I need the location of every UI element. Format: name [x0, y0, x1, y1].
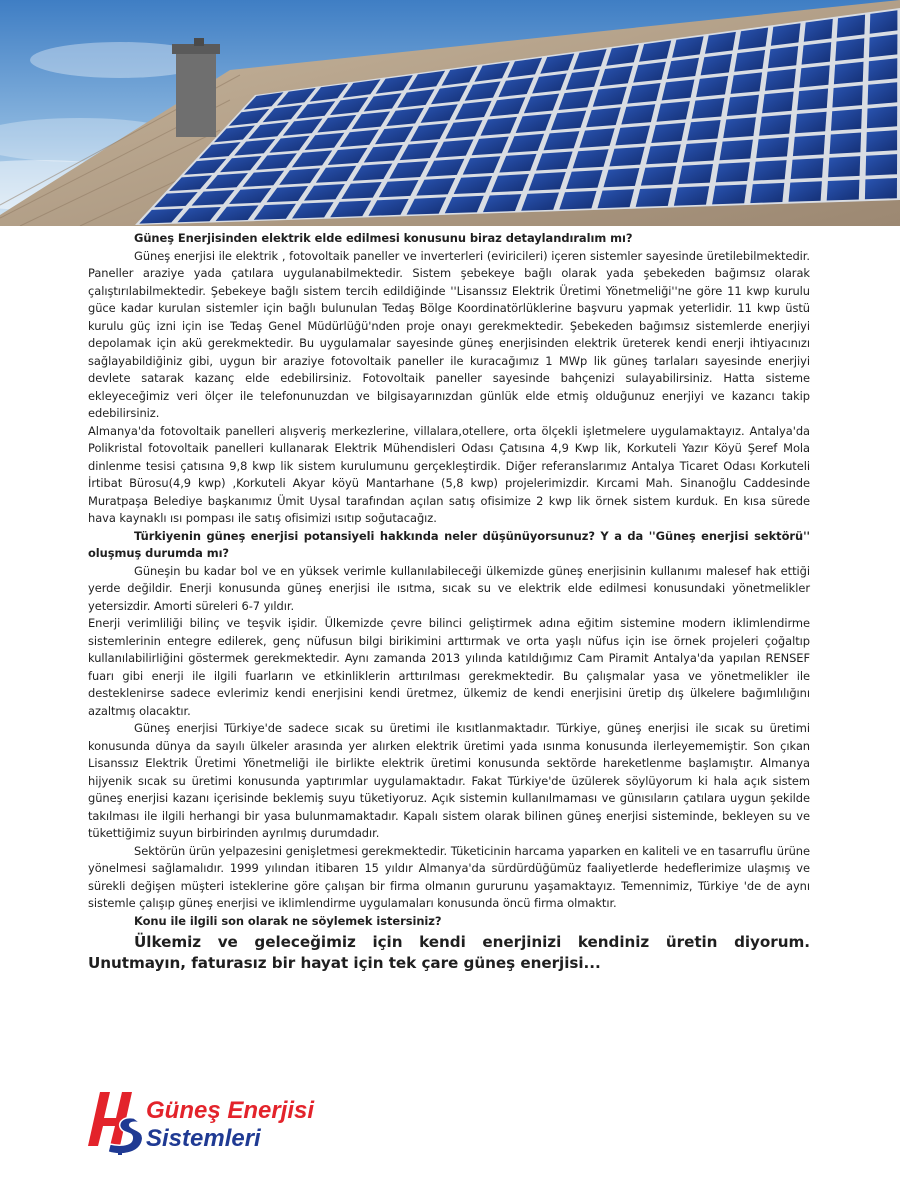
solar-panel-cell: [830, 133, 862, 155]
closing-statement: Ülkemiz ve geleceğimiz için kendi enerjinizi kendiniz üretin diyorum. Unutmayın, faturasız bir hayat için tek çare güneş enerjisi...: [88, 933, 810, 972]
solar-panel-cell: [646, 144, 681, 164]
interview-article: [88, 230, 810, 974]
solar-panel-cell: [651, 123, 685, 143]
solar-panel-cell: [765, 69, 796, 91]
solar-panel-cell: [834, 62, 864, 85]
solar-panel-cell: [701, 54, 733, 76]
solar-roof-illustration: [0, 0, 900, 226]
solar-panel-cell: [696, 76, 728, 97]
solar-panel-cell: [750, 183, 784, 203]
solar-panel-cell: [662, 80, 695, 101]
solar-panel-cell: [609, 147, 644, 167]
solar-panel-cell: [868, 82, 898, 105]
solar-panel-cell: [731, 72, 763, 94]
solar-panel-cell: [712, 185, 747, 205]
solar-panel-cell: [831, 109, 862, 131]
solar-panel-cell: [828, 156, 860, 177]
solar-panel-cell: [683, 142, 717, 162]
solar-panel-cell: [832, 85, 862, 107]
answer-2-paragraph-2: Enerji verimliliği bilinç ve teşvik işidir. Ülkemizde çevre bilinci geliştirmek adına eğitim sistemine modern iklimlendirme sistemlerinin entegre edilerek, genç nüfusun bilgi birikimini arttırmak ve orta yaşlı nüfus için ise örnek projeleri çoğaltıp kullanılabilirliğini göstermek gerekmektedir. Aynı zamanda 2013 yılında katıldığımız Cam Piramit Antalya'da yapılan RENSEF fuarı gibi enerji ile ilgili fuarların ve etkinliklerin arttırılması gerekmektedir. Bu çalışmalar yasa ve yönetmelikler ile desteklenirse sadece evlerimiz kendi enerjisini kendi üretmez, ülkemiz de kendi enerjisini üretip dış ülkelere bağımlılığını azaltmış olacaktır.: [88, 616, 810, 718]
solar-panel-cell: [827, 180, 860, 201]
solar-panel-cell: [865, 178, 897, 199]
answer-2-paragraph-4: Sektörün ürün yelpazesini genişletmesi gerekmektedir. Tüketicinin harcama yaparken en kaliteli ve en tasarruflu ürüne yönelmesi sağlamalıdır. 1999 yılından itibaren 15 yıldır Almanya'da sürdürdüğümüz faaliyetlerde hedeflerimize ulaşmış ve sürekli değişen müşteri isteklerine göre çalışan bir firma olmanın gururunu yaşamaktayız. Temennimiz, Türkiye 'de de aynı sistemle çalışıp güneş enerjisi ve iklimlendirme uygulamaları konusunda öncü firma olmaktır.: [88, 843, 810, 910]
solar-panel-cell: [799, 65, 829, 87]
solar-panel-cell: [866, 130, 897, 152]
solar-panel-cell: [657, 101, 690, 122]
solar-panel-cell: [627, 83, 660, 104]
solar-panel-cell: [793, 135, 825, 156]
solar-panel-cell: [604, 168, 640, 187]
solar-panel-cell: [867, 106, 897, 128]
question-2: Türkiyenin güneş enerjisi potansiyeli hakkında neler düşünüyorsunuz? Y a da ''Güneş enerjisi sektörü'' oluşmuş durumda mı?: [88, 528, 810, 560]
solar-panel-cell: [692, 98, 725, 119]
solar-panel-cell: [573, 149, 609, 168]
solar-panel-cell: [636, 188, 672, 207]
solar-panel-cell: [734, 50, 765, 72]
solar-panel-cell: [789, 181, 822, 202]
solar-panel-cell: [870, 10, 898, 34]
solar-panel-cell: [687, 120, 720, 141]
solar-panel-cell: [837, 15, 865, 38]
question-3: Konu ile ilgili son olarak ne söylemek istersiniz?: [134, 913, 442, 928]
solar-panel-cell: [674, 186, 709, 206]
solar-panel-cell: [621, 104, 655, 124]
solar-panel-cell: [866, 154, 898, 176]
solar-panel-cell: [835, 38, 864, 61]
solar-panel-cell: [804, 19, 833, 42]
solar-panel-cell: [869, 34, 897, 57]
logo-graphic: [88, 1088, 378, 1158]
solar-panel-cell: [795, 112, 827, 134]
solar-panel-cell: [797, 89, 828, 111]
solar-panel-cell: [762, 92, 794, 114]
logo-line-1: Güneş Enerjisi: [146, 1097, 315, 1124]
solar-panel-cell: [768, 46, 798, 68]
solar-panel-cell: [615, 126, 650, 146]
company-logo: [88, 1088, 378, 1158]
solar-panel-cell: [727, 95, 759, 116]
solar-panel-cell: [791, 158, 824, 179]
solar-panel-cell: [566, 170, 603, 189]
solar-panel-cell: [716, 162, 750, 182]
solar-panel-cell: [759, 114, 791, 135]
answer-2-paragraph-1: Güneşin bu kadar bol ve en yüksek verimle kullanılabileceği ülkemizde güneş enerjisinin kullanımı malesef hak ettiği yerde değildir. Enerji konusunda güneş enerjisi ile ısıtma, sıcak su ve elektrik elde edilmesi konusundaki yönetmelikler yetersizdir. Amorti süreleri 6-7 yıldır.: [88, 563, 810, 613]
solar-panel-cell: [802, 42, 832, 65]
solar-panel-cell: [753, 160, 786, 181]
solar-panel-cell: [559, 191, 596, 210]
logo-line-2: Sistemleri: [146, 1125, 261, 1152]
solar-panel-cell: [678, 164, 713, 184]
solar-panel-cell: [723, 117, 756, 138]
answer-1-paragraph-2: Almanya'da fotovoltaik panelleri alışveriş merkezlerine, villalara,otellere, orta ölçekli işletmelere uygulamaktayız. Antalya'da Polikristal fotovoltaik panelleri kullanarak Elektrik Mühendisleri Odası Çatısına 4,9 Kwp lik, Korkuteli Yazır Köyü Şeref Mola dinlenme tesisi çatısına 9,8 kwp lik sistem kurulumunu gerçekleştirdik. Diğer referanslarımız Antalya Ticaret Odası Korkuteli İrtibat Bürosu(4,9 kwp) ,Korkuteli Akyar köyü Mantarhane (5,8 kwp) projelerimizdir. Kırcami Mah. Sinanoğlu Caddesinde Muratpaşa Belediye başkanımız Ümit Uysal tarafından açılan satış ofisimize 2 kwp lik örnek sistem kurduk. En kısa sürede hava kaynaklı ısı pompası ile satış ofisimizi ısıtıp soğutacağız.: [88, 423, 810, 525]
question-1: Güneş Enerjisinden elektrik elde edilmesi konusunu biraz detaylandıralım mı?: [134, 231, 633, 245]
solar-panel-cell: [641, 166, 676, 186]
hs-monogram-icon: [88, 1092, 143, 1155]
answer-2-paragraph-3: Güneş enerjisi Türkiye'de sadece sıcak su üretimi ile kısıtlanmaktadır. Türkiye, güneş enerjisi ile sıcak su üretimi konusunda dünya da sayılı ülkeler arasında yer alırken elektrik üretimi yada ısınma konusunda ilerleyememiştir. Son çıkan Lisanssız Elektrik Üretimi Yönetmeliği ile birlikte elektrik üretimi konusunda sektörde hareketlenme başlamıştır. Almanya hijyenik sıcak su üretimi konusunda yaptırımlar uygulamaktadır. Fakat Türkiye'de üzülerek söylüyorum ki hala açık sistem güneş enerjisi kazanı içerisinde beklemiş suyu tüketiyoruz. Açık sistemin kullanılmaması ve günısıların çatılara uygun şekilde takılması ile ilgili herhangi bir yasa bulunmamaktadır. Kapalı sistem olarak bilinen güneş enerjisi sisteminde, bekleyen su ve tükettiğimiz suyun birbirinden ayrılmış durumdadır.: [88, 721, 810, 840]
solar-panel-cell: [756, 137, 789, 158]
solar-panel-cell: [868, 58, 897, 81]
answer-1-paragraph-1: Güneş enerjisi ile elektrik , fotovoltaik paneller ve inverterleri (eviricileri) içeren sistemler sayesinde üretilebilmektedir. Paneller araziye yada çatılara uygulanabilmektedir. Sistem şebekeye bağlı olarak yada şebekeden bağımsız olarak çalıştırılabilmektedir. Şebekeye bağlı sistem tercih edildiğinde ''Lisanssız Elektrik Üretimi Yönetmeliği''ne göre 11 kwp kurulu güce kadar kurulan sistemler için bağlı bulunulan Tedaş Bölge Koordinatörlüklerine başvuru yapmak yeterlidir. 11 kwp üstü kurulu güç izni için ise Tedaş Genel Müdürlüğü'nden proje onayı gerekmektedir. Şebekeden bağımsız sistemlerde enerjiyi depolamak için akü gerekmektedir. Bu uygulamalar sayesinde güneş enerjisinden elektrik üreterek kendi enerji ihtiyacınızı sağlayabildiğiniz gibi, uygun bir araziye fotovoltaik paneller ile kuracağımız 1 MWp lik güneş tarlaları sayesinde enerjiyi devlete satarak kazanç elde edebilirsiniz. Fotovoltaik paneller sayesinde bahçenizi sulayabilirsiniz. Hatta sisteme ekleyeceğimiz veri ölçer ile telefonunuzdan ve bilgisayarınızdan günlük elde etmiş olduğunuz enerjiyi ve kazancı takip edebilirsiniz.: [88, 248, 810, 420]
solar-panel-cell: [598, 189, 635, 208]
solar-panel-cell: [720, 140, 753, 161]
hero-solar-roof-photo: [0, 0, 900, 226]
